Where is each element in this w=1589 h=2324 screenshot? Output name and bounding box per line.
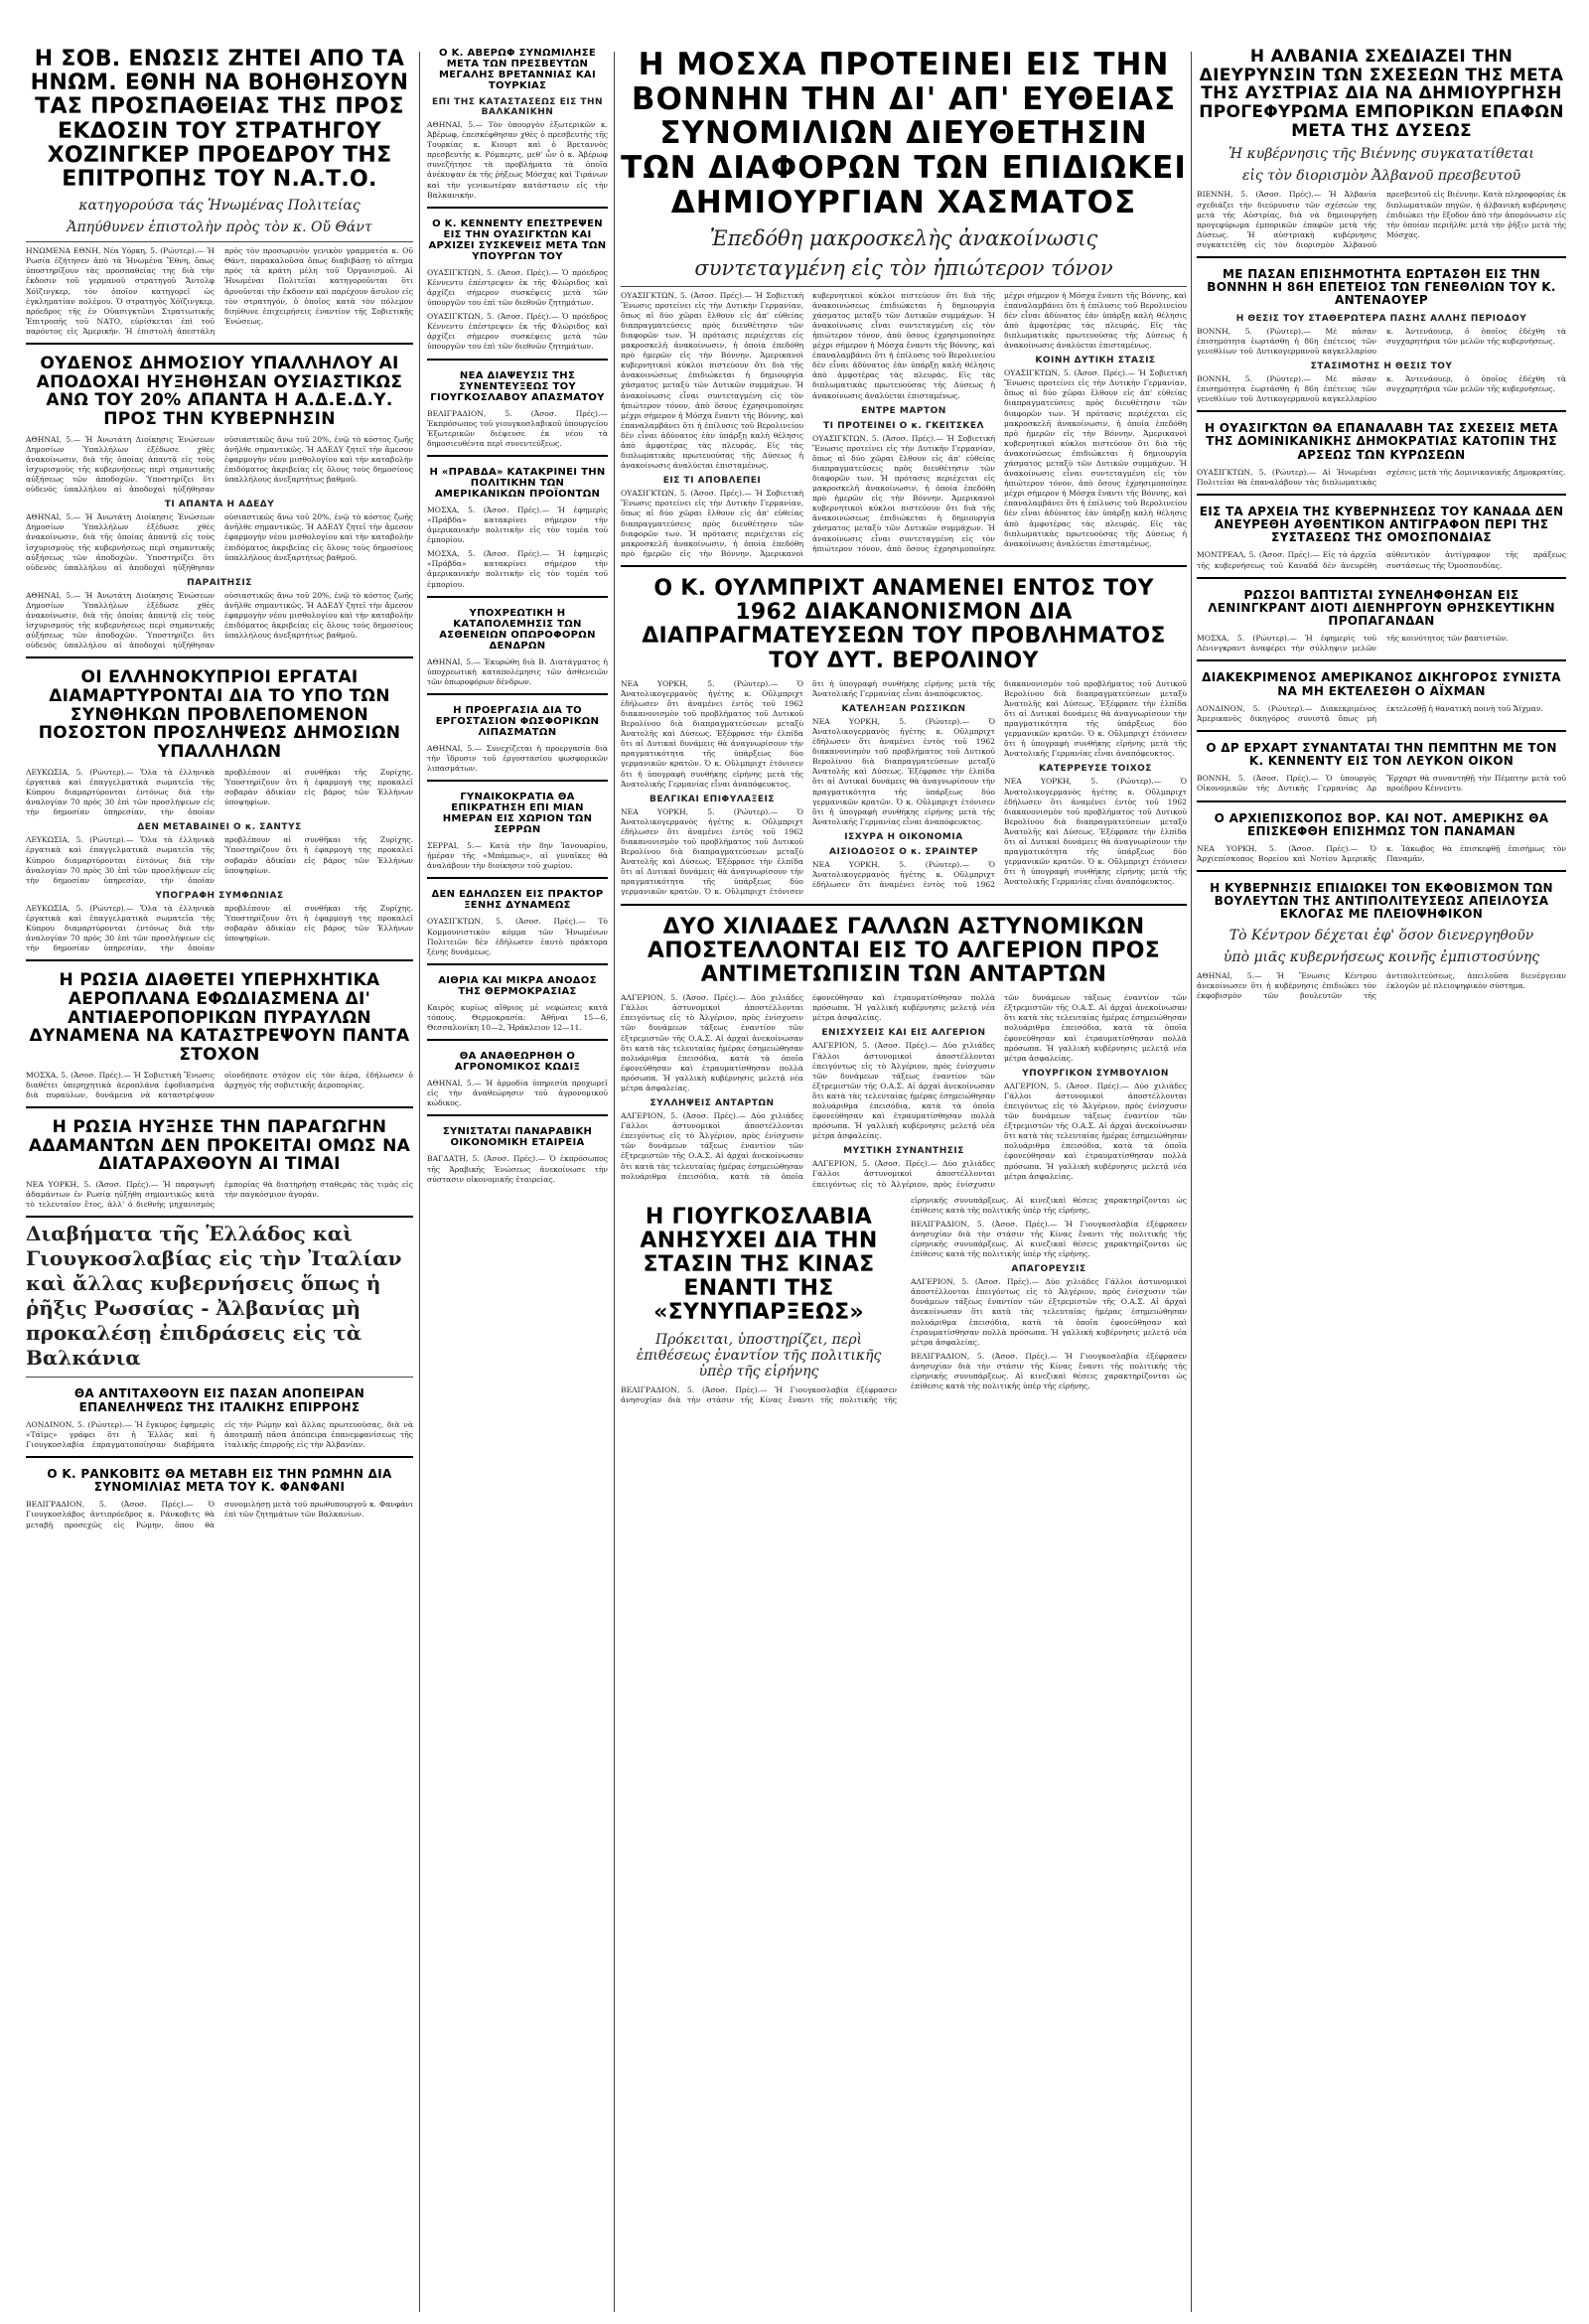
subheadline: Ἡ κυβέρνησις τῆς Βιέννης συγκατατίθεται xyxy=(1228,146,1534,163)
divider xyxy=(427,455,608,457)
divider xyxy=(621,904,1187,906)
article-serres xyxy=(427,792,608,871)
column-2 xyxy=(427,48,608,2316)
headline: ΥΠΟΧΡΕΩΤΙΚΗ Η ΚΑΤΑΠΟΛΕΜΗΣΙΣ ΤΩΝ ΑΣΘΕΝΕΙΩΝ ΟΠΩΡΟΦΟΡΩΝ ΔΕΝΔΡΩΝ xyxy=(439,607,596,652)
divider xyxy=(1197,577,1566,579)
divider xyxy=(26,1456,413,1458)
article-albania-austria xyxy=(1197,48,1566,250)
subheadline: κατηγορούσα τάς Ἡνωμένας Πολιτείας xyxy=(78,198,361,215)
article-body: ΟΥΑΣΙΓΚΤΩΝ, 5. (Ἀσοσ. Πρές).— Ἡ Σοβιετικὴ Ἕνωσις προτείνει εἰς τὴν Δυτικὴν Γερμανίαν, ὅπως αἱ δύο χῶραι ἔλθουν εἰς ἀπ' εὐθείας διαπραγματεύσεις πρὸς διευθέτησιν τῶν διαφορῶν των. Ἡ πρότασις περιέχεται εἰς μακροσκελῆ ἀνακοίνωσιν, ἡ ὁποία ἐπεδόθη πρὸ ἡμερῶν εἰς τὴν Βόννην. Ἀμερικανοὶ κυβερνητικοὶ κύκλοι πιστεύουν ὅτι διὰ τῆς ἀνακοινώσεως ἐπιδιώκεται ἡ δημιουργία χάσματος μεταξὺ τῶν Δυτικῶν συμμάχων. Ἡ ἀνακοίνωσις εἶναι συντεταγμένη εἰς τὸν ἠπιώτερον τόνον, ἀπὸ ὅσους ἐχρησιμοποίησε μέχρι σήμερον ἡ Μόσχα ἔναντι τῆς Βόννης, καὶ ἐπαναλαμβάνει ὅτι ἡ ἐπίλυσις τοῦ Βερολινείου δὲν εἶναι ἀδύνατος ἐὰν ὑπάρξῃ καλὴ θέλησις ἀπὸ ἀμφοτέρας τὰς πλευράς. Εἰς τὰς διπλωματικὰς πρωτευούσας τῆς Δύσεως ἡ ἀνακοίνωσις ἀναλύεται ἐπισταμένως. xyxy=(621,290,803,471)
article-adenauer xyxy=(1197,268,1566,404)
article-rankovic xyxy=(26,1468,413,1530)
article-yugoslav-denial xyxy=(427,370,608,449)
divider xyxy=(1197,494,1566,496)
article-soviet-un xyxy=(26,48,413,337)
article-body: ΝΕΑ ΥΟΡΚΗ, 5. (Ρώυτερ).— Ὁ Ἀνατολικογερμανὸς ἡγέτης κ. Οὔλμπριχτ ἐδήλωσεν ὅτι ἀναμένει ἐντὸς τοῦ 1962 διακανονισμὸν τοῦ προβλήματος τοῦ Δυτικοῦ Βερολίνου διὰ διαπραγματεύσεων μεταξὺ Ἀνατολῆς καὶ Δύσεως. Ἐξέφρασε τὴν ἐλπίδα ὅτι αἱ Δυτικαὶ δυνάμεις θὰ ἀναγνωρίσουν τὴν πραγματικότητα τῆς ὑπάρξεως δύο γερμανικῶν κρατῶν. Ὁ κ. Οὔλμπριχτ ἐτόνισεν ὅτι ἡ ὑπογραφὴ συνθήκης εἰρήνης μετὰ τῆς Ἀνατολικῆς Γερμανίας εἶναι ἀναπόφευκτος. xyxy=(1004,777,1187,887)
article-body: ΛΟΝΔΙΝΟΝ, 5. (Ρώυτερ).— Ἡ ἔγκυρος ἐφημερὶς «Τάϊμς» γράφει ὅτι ἡ Ἑλλὰς καὶ ἡ Γιουγκοσλαβία ἐπραγματοποίησαν διαβήματα εἰς τὴν Ρώμην καὶ ἄλλας πρωτευούσας, διὰ νὰ ἀποτραπῇ πᾶσα ἀπόπειρα ἐπανεμφανίσεως τῆς ἰταλικῆς ἐπιρροῆς εἰς τὴν Ἀλβανίαν. xyxy=(26,1419,413,1449)
divider xyxy=(427,207,608,209)
article-averof xyxy=(427,48,608,201)
divider xyxy=(427,359,608,361)
subheadline: Η ΘΕΣΙΣ ΤΟΥ ΣΤΑΘΕΡΩΤΕΡΑ ΠΑΣΗΣ ΑΛΛΗΣ ΠΕΡΙΟΔΟΥ xyxy=(1235,313,1527,324)
article-fruit-trees xyxy=(427,608,608,687)
headline: ΘΑ ΑΝΤΙΤΑΧΘΟΥΝ ΕΙΣ ΠΑΣΑΝ ΑΠΟΠΕΙΡΑΝ ΕΠΑΝΕΛΗΨΕΩΣ ΤΗΣ ΙΤΑΛΙΚΗΣ ΕΠΙΡΡΟΗΣ xyxy=(73,1386,365,1414)
section-subhead: ΕΙΣ ΤΙ ΑΠΟΒΛΕΠΕΙ xyxy=(662,476,762,487)
headline: ΔΥΟ ΧΙΛΙΑΔΕΣ ΓΑΛΛΩΝ ΑΣΤΥΝΟΜΙΚΩΝ ΑΠΟΣΤΕΛΛΟΝΤΑΙ ΕΙΣ ΤΟ ΑΛΓΕΡΙΟΝ ΠΡΟΣ ΑΝΤΙΜΕΤΩΠΙΣΙΝ ΤΩΝ ΑΝΤΑΡΤΩΝ xyxy=(647,914,1161,987)
article-body: ΒΙΕΝΝΗ, 5. (Ἀσοσ. Πρές).— Ἡ Ἀλβανία σχεδιάζει τὴν διεύρυνσιν τῶν σχέσεών της μετὰ τῆς Αὐστρίας, διὰ νὰ δημιουργήσῃ προγεφύρωμα ἐμπορικῶν ἐπαφῶν μετὰ τῆς Δύσεως. Ἡ αὐστριακὴ κυβέρνησις συγκατετέθη εἰς τὸν διορισμὸν Ἀλβανοῦ πρεσβευτοῦ εἰς Βιέννην. Κατὰ πληροφορίας ἐκ διπλωματικῶν πηγῶν, ἡ ἀλβανικὴ κυβέρνησις ἐπιδιώκει τὴν ἔξοδον ἀπὸ τὴν ἀπομόνωσιν εἰς τὴν ὁποίαν περιῆλθε μετὰ τὴν ῥῆξιν μετὰ τῆς Μόσχας. xyxy=(1197,190,1566,249)
subheadline: ΕΠΙ ΤΗΣ ΚΑΤΑΣΤΑΣΕΩΣ ΕΙΣ ΤΗΝ ΒΑΛΚΑΝΙΚΗΝ xyxy=(431,97,604,117)
column-rule xyxy=(419,52,420,2312)
article-body: ΟΥΑΣΙΓΚΤΩΝ, 5. (Ἀσοσ. Πρές).— Ἡ Σοβιετικὴ Ἕνωσις προτείνει εἰς τὴν Δυτικὴν Γερμανίαν, ὅπως αἱ δύο χῶραι ἔλθουν εἰς ἀπ' εὐθείας διαπραγματεύσεις πρὸς διευθέτησιν τῶν διαφορῶν των. Ἡ πρότασις περιέχεται εἰς μακροσκελῆ ἀνακοίνωσιν, ἡ ὁποία ἐπεδόθη πρὸ ἡμερῶν εἰς τὴν Βόννην. Ἀμερικανοὶ κυβερνητικοὶ κύκλοι πιστεύουν ὅτι διὰ τῆς ἀνακοινώσεως ἐπιδιώκεται ἡ δημιουργία χάσματος μεταξὺ τῶν Δυτικῶν συμμάχων. Ἡ ἀνακοίνωσις εἶναι συντεταγμένη εἰς τὸν ἠπιώτερον τόνον, ἀπὸ ὅσους ἐχρησιμοποίησε μέχρι σήμερον ἡ Μόσχα ἔναντι τῆς Βόννης, καὶ ἐπαναλαμβάνει ὅτι ἡ ἐπίλυσις τοῦ Βερολινείου δὲν εἶναι ἀδύνατος ἐὰν ὑπάρξῃ καλὴ θέλησις ἀπὸ ἀμφοτέρας τὰς πλευράς. Εἰς τὰς διπλωματικὰς πρωτευούσας τῆς Δύσεως ἡ ἀνακοίνωσις ἀναλύεται ἐπισταμένως. xyxy=(621,290,995,558)
divider xyxy=(1197,410,1566,412)
divider xyxy=(26,656,413,658)
subheadline: ὑπὸ μιᾶς κυβερνήσεως κοινῆς ἐμπιστοσύνης xyxy=(1223,948,1540,965)
article-body: ΗΝΩΜΕΝΑ ΕΘΝΗ, Νέα Υόρκη, 5. (Ρώυτερ).— Ἡ Ρωσία ἐζήτησεν ἀπὸ τὰ Ἡνωμένα Ἔθνη, ὅπως ὑποστηρίξουν τὰς προσπαθείας της διὰ τὴν ἔκδοσιν τοῦ γερμανοῦ στρατηγοῦ Ἄντολφ Χόϊζινγκερ, τὸν ὁποῖον κατηγορεῖ ὡς ἐγκληματίαν πολέμου. Ὁ στρατηγὸς Χόϊζινγκερ, πρόεδρος τῆς ἐν Οὐασιγκτῶνι Στρατιωτικῆς Ἐπιτροπῆς τοῦ ΝΑΤΟ, εὑρίσκεται ἐπὶ τοῦ παρόντος εἰς Ἀμερικήν. Ἡ ἐπιστολὴ ἀπεστάλη πρὸς τὸν προσωρινὸν γενικὸν γραμματέα κ. Οὔ Θάντ, παρακαλοῦσα ὅπως διαβιβάσῃ τὸ αἴτημα πρὸς τὰ κράτη μέλη τοῦ Ὀργανισμοῦ. Αἱ Ἡνωμέναι Πολιτεῖαι κατηγοροῦνται ὅτι ἀρνοῦνται τὴν ἔκδοσιν καὶ παρέχουν ἄσυλον εἰς τὸν στρατηγόν, ὁ ὁποῖος κατὰ τὸν πόλεμον διηύθυνε ἐπιχειρήσεις ἐναντίον τῆς Σοβιετικῆς Ἑνώσεως. xyxy=(26,246,413,336)
divider xyxy=(1197,800,1566,802)
article-balkans xyxy=(26,1222,413,1450)
headline: Ο Κ. ΑΒΕΡΩΦ ΣΥΝΩΜΙΛΗΣΕ ΜΕΤΑ ΤΩΝ ΠΡΕΣΒΕΥΤΩΝ ΜΕΓΑΛΗΣ ΒΡΕΤΑΝΝΙΑΣ ΚΑΙ ΤΟΥΡΚΙΑΣ xyxy=(438,48,596,91)
divider xyxy=(26,1216,413,1218)
article-baptists xyxy=(1197,589,1566,654)
article-body: ΒΟΝΝΗ, 5. (Ρώυτερ).— Μὲ πᾶσαν ἐπισημότητα ἑωρτάσθη ἡ 86η ἐπέτειος τῶν γενεθλίων τοῦ Δυτικογερμανοῦ καγκελλαρίου κ. Ἀντενάουερ, ὁ ὁποῖος ἐδέχθη τὰ συγχαρητήρια τῶν μελῶν τῆς κυβερνήσεως. xyxy=(1197,326,1566,356)
divider xyxy=(26,343,413,345)
article-cyprus-workers xyxy=(26,668,413,953)
article-body: ΝΕΑ ΥΟΡΚΗ, 5. (Ἀσοσ. Πρές).— Ἡ παραγωγὴ ἀδαμάντων ἐν Ρωσίᾳ ηὐξήθη σημαντικῶς κατὰ τὸ τελευταῖον ἔτος, ἀλλ' ὁ διεθνὴς μηχανισμὸς ἐμπορίας θὰ διατηρήσῃ σταθερὰς τὰς τιμὰς εἰς τὴν παγκόσμιον ἀγοράν. xyxy=(26,1180,413,1210)
headline: Ο Κ. ΚΕΝΝΕΝΤΥ ΕΠΕΣΤΡΕΨΕΝ ΕΙΣ ΤΗΝ ΟΥΑΣΙΓΚΤΩΝ ΚΑΙ ΑΡΧΙΖΕΙ ΣΥΣΚΕΨΕΙΣ ΜΕΤΑ ΤΩΝ ΥΠΟΥΡΓΩΝ ΤΟΥ xyxy=(428,218,607,262)
headline: ΝΕΑ ΔΙΑΨΕΥΣΙΣ ΤΗΣ ΣΥΝΕΝΤΕΥΞΕΩΣ ΤΟΥ ΓΙΟΥΓΚΟΣΛΑΒΟΥ ΑΠΑΣΜΑΤΟΥ xyxy=(430,369,605,403)
article-diamonds xyxy=(26,1118,413,1210)
article-body: ΝΕΑ ΥΟΡΚΗ, 5. (Ρώυτερ).— Ὁ Ἀνατολικογερμανὸς ἡγέτης κ. Οὔλμπριχτ ἐδήλωσεν ὅτι ἀναμένει ἐντὸς τοῦ 1962 διακανονισμὸν τοῦ προβλήματος τοῦ Δυτικοῦ Βερολίνου διὰ διαπραγματεύσεων μεταξὺ Ἀνατολῆς καὶ Δύσεως. Ἐξέφρασε τὴν ἐλπίδα ὅτι αἱ Δυτικαὶ δυνάμεις θὰ ἀναγνωρίσουν τὴν πραγματικότητα τῆς ὑπάρξεως δύο γερμανικῶν κρατῶν. Ὁ κ. Οὔλμπριχτ ἐτόνισεν ὅτι ἡ ὑπογραφὴ συνθήκης εἰρήνης μετὰ τῆς Ἀνατολικῆς Γερμανίας εἶναι ἀναπόφευκτος. xyxy=(812,716,995,826)
article-body: ΑΘΗΝΑΙ, 5.— Ἡ Ἀνωτάτη Διοίκησις Ἑνώσεων Δημοσίων Ὑπαλλήλων ἐξέδωσε χθὲς ἀνακοίνωσιν, διὰ τῆς ὁποίας ἀπαντᾷ εἰς τοὺς ἰσχυρισμοὺς τῆς κυβερνήσεως περὶ σημαντικῆς αὐξήσεως τῶν ἀποδοχῶν. Ὑποστηρίζει ὅτι οὐδενὸς ὑπαλλήλου αἱ ἀποδοχαὶ ηὐξήθησαν οὐσιαστικῶς ἄνω τοῦ 20%, ἐνῷ τὸ κόστος ζωῆς ἀνῆλθε σημαντικῶς. Ἡ ΑΔΕΔΥ ζητεῖ τὴν ἄμεσον ἐφαρμογὴν νέου μισθολογίου καὶ τὴν καταβολὴν ἐπιδόματος ἀκριβείας εἰς ὅλους τοὺς δημοσίους ὑπαλλήλους ἀνεξαρτήτως βαθμοῦ. xyxy=(26,512,413,572)
article-canada xyxy=(1197,506,1566,571)
article-body: ΝΕΑ ΥΟΡΚΗ, 5. (Ρώυτερ).— Ὁ Ἀνατολικογερμανὸς ἡγέτης κ. Οὔλμπριχτ ἐδήλωσεν ὅτι ἀναμένει ἐντὸς τοῦ 1962 διακανονισμὸν τοῦ προβλήματος τοῦ Δυτικοῦ Βερολίνου διὰ διαπραγματεύσεων μεταξὺ Ἀνατολῆς καὶ Δύσεως. Ἐξέφρασε τὴν ἐλπίδα ὅτι αἱ Δυτικαὶ δυνάμεις θὰ ἀναγνωρίσουν τὴν πραγματικότητα τῆς ὑπάρξεως δύο γερμανικῶν κρατῶν. Ὁ κ. Οὔλμπριχτ ἐτόνισεν ὅτι ἡ ὑπογραφὴ συνθήκης εἰρήνης μετὰ τῆς Ἀνατολικῆς Γερμανίας εἶναι ἀναπόφευκτος. xyxy=(812,678,1187,890)
article-pravda xyxy=(427,467,608,590)
divider xyxy=(26,959,413,961)
article-body: ΝΕΑ ΥΟΡΚΗ, 5. (Ρώυτερ).— Ὁ Ἀνατολικογερμανὸς ἡγέτης κ. Οὔλμπριχτ ἐδήλωσεν ὅτι ἀναμένει ἐντὸς τοῦ 1962 διακανονισμὸν τοῦ προβλήματος τοῦ Δυτικοῦ Βερολίνου διὰ διαπραγματεύσεων μεταξὺ Ἀνατολῆς καὶ Δύσεως. Ἐξέφρασε τὴν ἐλπίδα ὅτι αἱ Δυτικαὶ δυνάμεις θὰ ἀναγνωρίσουν τὴν πραγματικότητα τῆς ὑπάρξεως δύο γερμανικῶν κρατῶν. Ὁ κ. Οὔλμπριχτ ἐτόνισεν ὅτι ἡ ὑπογραφὴ συνθήκης εἰρήνης μετὰ τῆς Ἀνατολικῆς Γερμανίας εἶναι ἀναπόφευκτος. xyxy=(621,678,995,897)
column-rule xyxy=(614,52,615,2312)
subheadline: Τὸ Κέντρον δέχεται ἐφ' ὅσον διενεργηθοῦν xyxy=(1228,927,1534,944)
article-erhard xyxy=(1197,742,1566,795)
section-subhead: ΤΙ ΑΠΑΝΤΑ Η ΑΔΕΔΥ xyxy=(164,500,275,510)
section-subhead: ΕΝΙΣΧΥΣΕΙΣ ΚΑΙ ΕΙΣ ΑΛΓΕΡΙΟΝ xyxy=(821,1028,986,1039)
headline: Ο Κ. ΡΑΝΚΟΒΙΤΣ ΘΑ ΜΕΤΑΒΗ ΕΙΣ ΤΗΝ ΡΩΜΗΝ ΔΙΑ ΣΥΝΟΜΙΛΙΑΣ ΜΕΤΑ ΤΟΥ Κ. ΦΑΝΦΑΝΙ xyxy=(47,1466,392,1495)
headline: Η ΑΛΒΑΝΙΑ ΣΧΕΔΙΑΖΕΙ ΤΗΝ ΔΙΕΥΡΥΝΣΙΝ ΤΩΝ ΣΧΕΣΕΩΝ ΤΗΣ ΜΕΤΑ ΤΗΣ ΑΥΣΤΡΙΑΣ ΔΙΑ ΝΑ ΔΗΜΙΟΥΡΓΗΣΗ ΠΡΟΓΕΦΥΡΩΜΑ ΕΜΠΟΡΙΚΩΝ ΕΠΑΦΩΝ ΜΕΤΑ ΤΗΣ ΔΥΣΕΩΣ xyxy=(1199,48,1564,141)
divider xyxy=(1197,870,1566,872)
article-body: ΟΥΑΣΙΓΚΤΩΝ, 5. (Ἀσοσ. Πρές).— Ἡ Σοβιετικὴ Ἕνωσις προτείνει εἰς τὴν Δυτικὴν Γερμανίαν, ὅπως αἱ δύο χῶραι ἔλθουν εἰς ἀπ' εὐθείας διαπραγματεύσεις πρὸς διευθέτησιν τῶν διαφορῶν των. Ἡ πρότασις περιέχεται εἰς μακροσκελῆ ἀνακοίνωσιν, ἡ ὁποία ἐπεδόθη πρὸ ἡμερῶν εἰς τὴν Βόννην. Ἀμερικανοὶ κυβερνητικοὶ κύκλοι πιστεύουν ὅτι διὰ τῆς ἀνακοινώσεως ἐπιδιώκεται ἡ δημιουργία χάσματος μεταξὺ τῶν Δυτικῶν συμμάχων. Ἡ ἀνακοίνωσις εἶναι συντεταγμένη εἰς τὸν ἠπιώτερον τόνον, ἀπὸ ὅσους ἐχρησιμοποίησε μέχρι σήμερον ἡ Μόσχα ἔναντι τῆς Βόννης, καὶ ἐπαναλαμβάνει ὅτι ἡ ἐπίλυσις τοῦ Βερολινείου δὲν εἶναι ἀδύνατος ἐὰν ὑπάρξῃ καλὴ θέλησις ἀπὸ ἀμφοτέρας τὰς πλευράς. Εἰς τὰς διπλωματικὰς πρωτευούσας τῆς Δύσεως ἡ ἀνακοίνωσις ἀναλύεται ἐπισταμένως. xyxy=(812,290,1187,553)
section-subhead: ΠΑΡΑΙΤΗΣΙΣ xyxy=(187,577,252,588)
divider xyxy=(427,596,608,598)
article-body: ΛΟΝΔΙΝΟΝ, 5. (Ρώυτερ).— Διακεκριμένος Ἀμερικανὸς δικηγόρος συνιστᾷ ὅπως μὴ ἐκτελεσθῇ ἡ θανατικὴ ποινὴ τοῦ Ἄϊχμαν. xyxy=(1197,703,1543,723)
article-body: ΝΕΑ ΥΟΡΚΗ, 5. (Ἀσοσ. Πρές).— Ὁ Ἀρχιεπίσκοπος Βορείου καὶ Νοτίου Ἀμερικῆς κ. Ἰάκωβος θὰ ἐπισκεφθῇ ἐπισήμως τὸν Παναμᾶν. xyxy=(1197,843,1566,863)
headline: ΔΕΝ ΕΔΗΛΩΣΕΝ ΕΙΣ ΠΡΑΚΤΟΡ ΞΕΝΗΣ ΔΥΝΑΜΕΩΣ xyxy=(431,889,604,912)
divider xyxy=(427,1114,608,1116)
article-body: ΜΟΝΤΡΕΑΛ, 5. (Ἀσοσ. Πρές).— Εἰς τὰ ἀρχεῖα τῆς κυβερνήσεως τοῦ Καναδᾶ δὲν ἀνευρέθη αὐθεντικὸν ἀντίγραφον τῆς πράξεως συστάσεως τῆς Ὁμοσπονδίας. xyxy=(1197,550,1566,570)
headline: ΣΥΝΙΣΤΑΤΑΙ ΠΑΝΑΡΑΒΙΚΗ ΟΙΚΟΝΟΜΙΚΗ ΕΤΑΙΡΕΙΑ xyxy=(442,1126,593,1149)
section-subhead: ΙΣΧΥΡΑ Η ΟΙΚΟΝΟΜΙΑ xyxy=(844,831,963,842)
headline: Η ΣΟΒ. ΕΝΩΣΙΣ ΖΗΤΕΙ ΑΠΟ ΤΑ ΗΝΩΜ. ΕΘΝΗ ΝΑ ΒΟΗΘΗΣΟΥΝ ΤΑΣ ΠΡΟΣΠΑΘΕΙΑΣ ΤΗΣ ΠΡΟΣ ΕΚΔΟΣΙΝ ΤΟΥ ΣΤΡΑΤΗΓΟΥ ΧΟΖΙΝΓΚΕΡ ΠΡΟΕΔΡΟΥ ΤΗΣ ΕΠΙΤΡΟΠΗΣ ΤΟΥ Ν.Α.Τ.Ο. xyxy=(30,48,409,192)
headline: Η ΟΥΑΣΙΓΚΤΩΝ ΘΑ ΕΠΑΝΑΛΑΒΗ ΤΑΣ ΣΧΕΣΕΙΣ ΜΕΤΑ ΤΗΣ ΔΟΜΙΝΙΚΑΝΙΚΗΣ ΔΗΜΟΚΡΑΤΙΑΣ ΚΑΤΟΠΙΝ ΤΗΣ ΑΡΣΕΩΣ ΤΩΝ ΚΥΡΩΣΕΩΝ xyxy=(1204,421,1559,462)
headline: Ο ΔΡ ΕΡΧΑΡΤ ΣΥΝΑΝΤΑΤΑΙ ΤΗΝ ΠΕΜΠΤΗΝ ΜΕ ΤΟΝ Κ. ΚΕΝΝΕΝΤΥ ΕΙΣ ΤΟΝ ΛΕΥΚΟΝ ΟΙΚΟΝ xyxy=(1206,740,1557,769)
article-body: ΑΛΓΕΡΙΟΝ, 5. (Ἀσοσ. Πρές).— Δύο χιλιάδες Γάλλοι ἀστυνομικοὶ ἀποστέλλονται ἐπειγόντως εἰς τὸ Ἀλγέριον, πρὸς ἐνίσχυσιν τῶν δυνάμεων τάξεως ἐναντίον τῶν ἐξτρεμιστῶν τῆς Ο.Α.Σ. Αἱ ἀρχαὶ ἀνεκοίνωσαν ὅτι κατὰ τὰς τελευταίας ἡμέρας ἐσημειώθησαν πολυάριθμα ἐπεισόδια, κατὰ τὰ ὁποῖα ἐφονεύθησαν καὶ ἐτραυματίσθησαν πολλὰ πρόσωπα. Ἡ γαλλικὴ κυβέρνησις μελετᾷ νέα μέτρα ἀσφαλείας. xyxy=(911,1277,1187,1347)
article-algeria-police xyxy=(621,916,1187,1190)
article-body: ΛΕΥΚΩΣΙΑ, 5. (Ρώυτερ).— Ὅλα τὰ ἑλληνικὰ ἐργατικὰ καὶ ἐπαγγελματικὰ σωματεῖα τῆς Κύπρου διαμαρτύρονται ἐντόνως διὰ τὴν ἀναλογίαν 70 πρὸς 30 ἐπὶ τῶν προσλήψεων εἰς τὴν δημοσίαν ὑπηρεσίαν, τὴν ὁποίαν προβλέπουν αἱ συνθῆκαι τῆς Ζυρίχης. Ὑποστηρίζουν ὅτι ἡ ἐφαρμογὴ της προκαλεῖ σοβαρὰν ἀδικίαν εἰς βάρος τῶν Ἑλλήνων ὑποψηφίων. xyxy=(26,767,413,817)
article-moscow-bonn xyxy=(621,48,1187,559)
headline: ΡΩΣΣΟΙ ΒΑΠΤΙΣΤΑΙ ΣΥΝΕΛΗΦΘΗΣΑΝ ΕΙΣ ΛΕΝΙΝΓΚΡΑΝΤ ΔΙΟΤΙ ΔΙΕΝΗΡΓΟΥΝ ΘΡΗΣΚΕΥΤΙΚΗΝ ΠΡΟΠΑΓΑΝΔΑΝ xyxy=(1208,587,1555,628)
article-body: ΜΟΣΧΑ, 5. (Ἀσοσ. Πρές).— Ἡ ἐφημερὶς «Πράβδα» κατακρίνει σήμερον τὴν ἀμερικανικὴν πολιτικὴν εἰς τὸν τομέα τοῦ ἐμπορίου. xyxy=(427,505,608,545)
divider xyxy=(427,780,608,782)
section-subhead: ΚΟΙΝΗ ΔΥΤΙΚΗ ΣΤΑΣΙΣ xyxy=(1035,356,1156,366)
divider xyxy=(621,565,1187,567)
article-body: ΟΥΑΣΙΓΚΤΩΝ, 5. (Ἀσοσ. Πρές).— Τὸ Κομμουνιστικὸν κόμμα τῶν Ἡνωμένων Πολιτειῶν δὲν ἐδήλωσεν ἑαυτὸ πράκτορα ξένης δυνάμεως. xyxy=(427,917,608,956)
article-agent xyxy=(427,889,608,956)
article-body: ΛΕΥΚΩΣΙΑ, 5. (Ρώυτερ).— Ὅλα τὰ ἑλληνικὰ ἐργατικὰ καὶ ἐπαγγελματικὰ σωματεῖα τῆς Κύπρου διαμαρτύρονται ἐντόνως διὰ τὴν ἀναλογίαν 70 πρὸς 30 ἐπὶ τῶν προσλήψεων εἰς τὴν δημοσίαν ὑπηρεσίαν, τὴν ὁποίαν προβλέπουν αἱ συνθῆκαι τῆς Ζυρίχης. Ὑποστηρίζουν ὅτι ἡ ἐφαρμογὴ της προκαλεῖ σοβαρὰν ἀδικίαν εἰς βάρος τῶν Ἑλλήνων ὑποψηφίων. xyxy=(26,835,413,885)
headline: Η «ΠΡΑΒΔΑ» ΚΑΤΑΚΡΙΝΕΙ ΤΗΝ ΠΟΛΙΤΙΚΗΝ ΤΩΝ ΑΜΕΡΙΚΑΝΙΚΩΝ ΠΡΟΪΟΝΤΩΝ xyxy=(429,466,606,500)
article-body: ΟΥΑΣΙΓΚΤΩΝ, 5. (Ἀσοσ. Πρές).— Ὁ πρόεδρος Κέννεντυ ἐπέστρεψεν ἐκ τῆς Φλώριδος καὶ ἀρχίζει σήμερον συσκέψεις μετὰ τῶν ὑπουργῶν του ἐπὶ τῶν διεθνῶν ζητημάτων. xyxy=(427,267,608,308)
subheadline: Ἐπεδόθη μακροσκελὴς ἀνακοίνωσις xyxy=(709,225,1098,250)
headline: Η ΡΩΣΙΑ ΗΥΞΗΣΕ ΤΗΝ ΠΑΡΑΓΩΓΗΝ ΑΔΑΜΑΝΤΩΝ ΔΕΝ ΠΡΟΚΕΙΤΑΙ ΟΜΩΣ ΝΑ ΔΙΑΤΑΡΑΧΘΟΥΝ ΑΙ ΤΙΜΑΙ xyxy=(28,1116,411,1175)
divider xyxy=(427,1039,608,1041)
article-kennedy-return xyxy=(427,218,608,353)
divider xyxy=(1197,730,1566,732)
article-body: ΑΛΓΕΡΙΟΝ, 5. (Ἀσοσ. Πρές).— Δύο χιλιάδες Γάλλοι ἀστυνομικοὶ ἀποστέλλονται ἐπειγόντως εἰς τὸ Ἀλγέριον, πρὸς ἐνίσχυσιν τῶν δυνάμεων τάξεως ἐναντίον τῶν ἐξτρεμιστῶν τῆς Ο.Α.Σ. Αἱ ἀρχαὶ ἀνεκοίνωσαν ὅτι κατὰ τὰς τελευταίας ἡμέρας ἐσημειώθησαν πολυάριθμα ἐπεισόδια, κατὰ τὰ ὁποῖα ἐφονεύθησαν καὶ ἐτραυματίσθησαν πολλὰ πρόσωπα. Ἡ γαλλικὴ κυβέρνησις μελετᾷ νέα μέτρα ἀσφαλείας. xyxy=(1004,1081,1187,1181)
article-body: ΒΕΛΙΓΡΑΔΙΟΝ, 5. (Ἀσοσ. Πρές).— Ἐκπρόσωπος τοῦ γιουγκοσλαβικοῦ ὑπουργείου Ἐξωτερικῶν διέψευσε ἐκ νέου τὰ δημοσιευθέντα περὶ συνεντεύξεως. xyxy=(427,408,608,448)
headline: ΘΑ ΑΝΑΘΕΩΡΗΘΗ Ο ΑΓΡΟΝΟΜΙΚΟΣ ΚΩΔΙΞ xyxy=(454,1051,581,1074)
headline: ΜΕ ΠΑΣΑΝ ΕΠΙΣΗΜΟΤΗΤΑ ΕΩΡΤΑΣΘΗ ΕΙΣ ΤΗΝ ΒΟΝΝΗΝ Η 86Η ΕΠΕΤΕΙΟΣ ΤΩΝ ΓΕΝΕΘΛΙΩΝ ΤΟΥ Κ. ΑΝΤΕΝΑΟΥΕΡ xyxy=(1207,267,1556,308)
article-body: ΑΛΓΕΡΙΟΝ, 5. (Ἀσοσ. Πρές).— Δύο χιλιάδες Γάλλοι ἀστυνομικοὶ ἀποστέλλονται ἐπειγόντως εἰς τὸ Ἀλγέριον, πρὸς ἐνίσχυσιν τῶν δυνάμεων τάξεως ἐναντίον τῶν ἐξτρεμιστῶν τῆς Ο.Α.Σ. Αἱ ἀρχαὶ ἀνεκοίνωσαν ὅτι κατὰ τὰς τελευταίας ἡμέρας ἐσημειώθησαν πολυάριθμα ἐπεισόδια, κατὰ τὰ ὁποῖα ἐφονεύθησαν καὶ ἐτραυματίσθησαν πολλὰ πρόσωπα. Ἡ γαλλικὴ κυβέρνησις μελετᾷ νέα μέτρα ἀσφαλείας. xyxy=(621,993,803,1092)
article-columns xyxy=(621,993,1187,1190)
subheadline: Ἀπηύθυνεν ἐπιστολὴν πρὸς τὸν κ. Οὔ Θάντ xyxy=(67,219,372,236)
divider xyxy=(427,877,608,879)
article-body: ΒΕΛΙΓΡΑΔΙΟΝ, 5. (Ἀσοσ. Πρές).— Ἡ Γιουγκοσλαβία ἐξέφρασεν ἀνησυχίαν διὰ τὴν στάσιν τῆς Κίνας ἔναντι τῆς πολιτικῆς τῆς εἰρηνικῆς συνυπάρξεως. Αἱ κινεζικαὶ θέσεις χαρακτηρίζονται ὡς ἐπίθεσις κατὰ τῆς πολιτικῆς ὑπὲρ τῆς εἰρήνης. xyxy=(621,1195,1187,1404)
headline: Η ΚΥΒΕΡΝΗΣΙΣ ΕΠΙΔΙΩΚΕΙ ΤΟΝ ΕΚΦΟΒΙΣΜΟΝ ΤΩΝ ΒΟΥΛΕΥΤΩΝ ΤΗΣ ΑΝΤΙΠΟΛΙΤΕΥΣΕΩΣ ΑΠΕΙΛΟΥΣΑ ΕΚΛΟΓΑΣ ΜΕ ΠΛΕΙΟΨΗΦΙΚΟΝ xyxy=(1210,881,1553,922)
headline: Διαβήματα τῆς Ἑλλάδος καὶ Γιουγκοσλαβίας εἰς τὴν Ἰταλίαν καὶ ἄλλας κυβερνήσεις ὅπως ἡ ῥῆξις Ρωσσίας - Ἀλβανίας μὴ προκαλέσῃ ἐπιδράσεις εἰς τὰ Βαλκάνια xyxy=(26,1222,402,1371)
section-subhead: ΚΑΤΕΡΡΕΥΣΕ ΤΟΙΧΟΣ xyxy=(1039,764,1152,775)
article-archbishop xyxy=(1197,812,1566,865)
article-eichmann xyxy=(1197,671,1566,724)
article-body: ΟΥΑΣΙΓΚΤΩΝ, 5. (Ἀσοσ. Πρές).— Ὁ πρόεδρος Κέννεντυ ἐπέστρεψεν ἐκ τῆς Φλώριδος καὶ ἀρχίζει σήμερον συσκέψεις μετὰ τῶν ὑπουργῶν του ἐπὶ τῶν διεθνῶν ζητημάτων. xyxy=(427,312,608,352)
article-body: ΣΕΡΡΑΙ, 5.— Κατὰ τὴν 8ην Ἰανουαρίου, ἡμέραν τῆς «Μπάμπως», αἱ γυναῖκες θὰ ἀναλάβουν τὴν διοίκησιν τοῦ χωρίου. xyxy=(427,841,608,871)
article-government-elections xyxy=(1197,882,1566,1001)
headline: ΔΙΑΚΕΚΡΙΜΕΝΟΣ ΑΜΕΡΙΚΑΝΟΣ ΔΙΚΗΓΟΡΟΣ ΣΥΝΙΣΤΑ ΝΑ ΜΗ ΕΚΤΕΛΕΣΘΗ Ο ΑΪΧΜΑΝ xyxy=(1202,670,1561,698)
article-body: ΛΕΥΚΩΣΙΑ, 5. (Ρώυτερ).— Ὅλα τὰ ἑλληνικὰ ἐργατικὰ καὶ ἐπαγγελματικὰ σωματεῖα τῆς Κύπρου διαμαρτύρονται ἐντόνως διὰ τὴν ἀναλογίαν 70 πρὸς 30 ἐπὶ τῶν προσλήψεων εἰς τὴν δημοσίαν ὑπηρεσίαν, τὴν ὁποίαν προβλέπουν αἱ συνθῆκαι τῆς Ζυρίχης. Ὑποστηρίζουν ὅτι ἡ ἐφαρμογὴ της προκαλεῖ σοβαρὰν ἀδικίαν εἰς βάρος τῶν Ἑλλήνων ὑποψηφίων. xyxy=(26,903,413,953)
section-subhead: ΥΠΟΓΡΑΦΗ ΣΥΜΦΩΝΙΑΣ xyxy=(155,890,284,901)
article-body: Καιρὸς κυρίως αἴθριος μὲ νεφώσεις κατὰ τόπους. Θερμοκρασία: Ἀθῆναι 15—6, Θεσσαλονίκη 10—2, Ἡράκλειον 12—11. xyxy=(427,1002,608,1033)
column-rule xyxy=(1191,52,1192,2312)
article-body: ΑΛΓΕΡΙΟΝ, 5. (Ἀσοσ. Πρές).— Δύο χιλιάδες Γάλλοι ἀστυνομικοὶ ἀποστέλλονται ἐπειγόντως εἰς τὸ Ἀλγέριον, πρὸς ἐνίσχυσιν τῶν δυνάμεων τάξεως ἐναντίον τῶν ἐξτρεμιστῶν τῆς Ο.Α.Σ. Αἱ ἀρχαὶ ἀνεκοίνωσαν ὅτι κατὰ τὰς τελευταίας ἡμέρας ἐσημειώθησαν πολυάριθμα ἐπεισόδια, κατὰ τὰ ὁποῖα ἐφονεύθησαν καὶ ἐτραυματίσθησαν πολλὰ πρόσωπα. Ἡ γαλλικὴ κυβέρνησις μελετᾷ νέα μέτρα ἀσφαλείας. xyxy=(812,993,1187,1189)
divider xyxy=(26,1106,413,1108)
section-subhead: ΚΑΤΕΛΗΞΑΝ ΡΩΣΣΙΚΩΝ xyxy=(841,703,966,714)
article-code xyxy=(427,1051,608,1108)
section-subhead: ΣΥΛΛΗΨΕΙΣ ΑΝΤΑΡΤΩΝ xyxy=(650,1098,775,1109)
section-subhead: ΒΕΛΓΙΚΑΙ ΕΠΙΦΥΛΑΞΕΙΣ xyxy=(650,794,775,804)
article-weather xyxy=(427,975,608,1033)
article-body: ΑΘΗΝΑΙ, 5.— Ἐκυρώθη διὰ Β. Διατάγματος ἡ ὑποχρεωτικὴ καταπολέμησις τῶν ἀσθενειῶν τῶν ὀπωροφόρων δένδρων. xyxy=(427,656,608,686)
section-subhead: ΔΕΝ ΜΕΤΑΒΑΙΝΕΙ Ο κ. ΣΑΝΤΥΣ xyxy=(137,822,302,833)
divider xyxy=(1197,659,1566,661)
article-ban xyxy=(911,1264,1187,1391)
divider xyxy=(1197,256,1566,258)
bottom-row xyxy=(621,1196,1187,1405)
headline: ΑΙΘΡΙΑ ΚΑΙ ΜΙΚΡΑ ΑΝΟΔΟΣ ΤΗΣ ΘΕΡΜΟΚΡΑΣΙΑΣ xyxy=(438,974,597,997)
divider xyxy=(26,1377,413,1378)
article-body: ΒΕΛΙΓΡΑΔΙΟΝ, 5. (Ἀσοσ. Πρές).— Ὁ Γιουγκοσλάβος ἀντιπρόεδρος κ. Ράνκοβιτς θὰ μεταβῇ προσεχῶς εἰς Ρώμην, ὅπου θὰ συνομιλήσῃ μετὰ τοῦ πρωθυπουργοῦ κ. Φανφάνι ἐπὶ τῶν ζητημάτων τῶν Βαλκανίων. xyxy=(26,1500,413,1529)
article-body: ΒΕΛΙΓΡΑΔΙΟΝ, 5. (Ἀσοσ. Πρές).— Ἡ Γιουγκοσλαβία ἐξέφρασεν ἀνησυχίαν διὰ τὴν στάσιν τῆς Κίνας ἔναντι τῆς πολιτικῆς τῆς εἰρηνικῆς συνυπάρξεως. Αἱ κινεζικαὶ θέσεις χαρακτηρίζονται ὡς ἐπίθεσις κατὰ τῆς πολιτικῆς ὑπὲρ τῆς εἰρήνης. xyxy=(911,1219,1187,1259)
section-subhead: ΑΙΣΙΟΔΟΞΟΣ Ο κ. ΣΡΑΙΝΤΕΡ xyxy=(829,846,978,857)
headline: Ο ΑΡΧΙΕΠΙΣΚΟΠΟΣ ΒΟΡ. ΚΑΙ ΝΟΤ. ΑΜΕΡΙΚΗΣ ΘΑ ΕΠΙΣΚΕΦΘΗ ΕΠΙΣΗΜΩΣ ΤΟΝ ΠΑΝΑΜΑΝ xyxy=(1214,810,1549,838)
divider xyxy=(621,286,1187,287)
article-body: ΒΑΓΔΑΤΗ, 5. (Ἀσοσ. Πρές).— Ὁ ἐκπρόσωπος τῆς Ἀραβικῆς Ἑνώσεως ἀνεκοίνωσε τὴν σύστασιν οἰκονομικῆς ἑταιρείας. xyxy=(427,1154,608,1184)
headline: ΟΙ ΕΛΛΗΝΟΚΥΠΡΙΟΙ ΕΡΓΑΤΑΙ ΔΙΑΜΑΡΤΥΡΟΝΤΑΙ ΔΙΑ ΤΟ ΥΠΟ ΤΩΝ ΣΥΝΘΗΚΩΝ ΠΡΟΒΛΕΠΟΜΕΝΟΝ ΠΟΣΟΣΤΟΝ ΠΡΟΣΛΗΨΕΩΣ ΔΗΜΟΣΙΩΝ ΥΠΑΛΛΗΛΩΝ xyxy=(38,667,401,763)
article-body: ΒΟΝΝΗ, 5. (Ἀσοσ. Πρές).— Ὁ ὑπουργὸς Οἰκονομικῶν τῆς Δυτικῆς Γερμανίας Δρ Ἔρχαρτ θὰ συναντηθῇ τὴν Πέμπτην μετὰ τοῦ προέδρου Κέννεντυ. xyxy=(1197,774,1566,794)
article-columns xyxy=(621,291,1187,559)
column-3 xyxy=(621,48,1187,2316)
article-body: ΑΛΓΕΡΙΟΝ, 5. (Ἀσοσ. Πρές).— Δύο χιλιάδες Γάλλοι ἀστυνομικοὶ ἀποστέλλονται ἐπειγόντως εἰς τὸ Ἀλγέριον, πρὸς ἐνίσχυσιν τῶν δυνάμεων τάξεως ἐναντίον τῶν ἐξτρεμιστῶν τῆς Ο.Α.Σ. Αἱ ἀρχαὶ ἀνεκοίνωσαν ὅτι κατὰ τὰς τελευταίας ἡμέρας ἐσημειώθησαν πολυάριθμα ἐπεισόδια, κατὰ τὰ ὁποῖα ἐφονεύθησαν καὶ ἐτραυματίσθησαν πολλὰ πρόσωπα. Ἡ γαλλικὴ κυβέρνησις μελετᾷ νέα μέτρα ἀσφαλείας. xyxy=(812,1041,995,1141)
divider xyxy=(26,241,413,242)
divider xyxy=(427,963,608,965)
headline: ΓΥΝΑΙΚΟΚΡΑΤΙΑ ΘΑ ΕΠΙΚΡΑΤΗΣΗ ΕΠΙ ΜΙΑΝ ΗΜΕΡΑΝ ΕΙΣ ΧΩΡΙΟΝ ΤΩΝ ΣΕΡΡΩΝ xyxy=(442,792,593,836)
article-body: ΑΘΗΝΑΙ, 5.— Ἡ Ἕνωσις Κέντρου ἀνεκοίνωσεν ὅτι ἡ κυβέρνησις ἐπιδιώκει τὸν ἐκφοβισμὸν τῶν βουλευτῶν τῆς ἀντιπολιτεύσεως, ἀπειλοῦσα διενέργειαν ἐκλογῶν μὲ πλειοψηφικὸν σύστημα. xyxy=(1197,970,1566,1000)
column-4 xyxy=(1197,48,1566,2316)
subheadline: συντεταγμένη εἰς τὸν ἠπιώτερον τόνον xyxy=(694,255,1113,280)
article-body: ΑΛΓΕΡΙΟΝ, 5. (Ἀσοσ. Πρές).— Δύο χιλιάδες Γάλλοι ἀστυνομικοὶ ἀποστέλλονται ἐπειγόντως εἰς τὸ Ἀλγέριον, πρὸς ἐνίσχυσιν τῶν δυνάμεων τάξεως ἐναντίον τῶν ἐξτρεμιστῶν τῆς Ο.Α.Σ. Αἱ ἀρχαὶ ἀνεκοίνωσαν ὅτι κατὰ τὰς τελευταίας ἡμέρας ἐσημειώθησαν πολυάριθμα ἐπεισόδια, κατὰ τὰ ὁποῖα ἐφονεύθησαν καὶ ἐτραυματίσθησαν πολλὰ πρόσωπα. Ἡ γαλλικὴ κυβέρνησις μελετᾷ νέα μέτρα ἀσφαλείας. xyxy=(621,993,995,1181)
headline: Ο Κ. ΟΥΛΜΠΡΙΧΤ ΑΝΑΜΕΝΕΙ ΕΝΤΟΣ ΤΟΥ 1962 ΔΙΑΚΑΝΟΝΙΣΜΟΝ ΔΙΑ ΔΙΑΠΡΑΓΜΑΤΕΥΣΕΩΝ ΤΟΥ ΠΡΟΒΛΗΜΑΤΟΣ ΤΟΥ ΔΥΤ. ΒΕΡΟΛΙΝΟΥ xyxy=(642,575,1166,673)
section-subhead: ΤΙ ΠΡΟΤΕΙΝΕΙ Ο κ. ΓΚΕΙΤΣΚΕΛ xyxy=(822,420,984,431)
article-body: ΒΕΛΙΓΡΑΔΙΟΝ, 5. (Ἀσοσ. Πρές).— Ἡ Γιουγκοσλαβία ἐξέφρασεν ἀνησυχίαν διὰ τὴν στάσιν τῆς Κίνας ἔναντι τῆς πολιτικῆς τῆς εἰρηνικῆς συνυπάρξεως. Αἱ κινεζικαὶ θέσεις χαρακτηρίζονται ὡς ἐπίθεσις κατὰ τῆς πολιτικῆς ὑπὲρ τῆς εἰρήνης. xyxy=(911,1351,1187,1391)
headline: Η ΓΙΟΥΓΚΟΣΛΑΒΙΑ ΑΝΗΣΥΧΕΙ ΔΙΑ ΤΗΝ ΣΤΑΣΙΝ ΤΗΣ ΚΙΝΑΣ ΕΝΑΝΤΙ ΤΗΣ «ΣΥΝΥΠΑΡΞΕΩΣ» xyxy=(640,1204,878,1326)
article-arab-company xyxy=(427,1126,608,1184)
headline: Η ΠΡΟΕΡΓΑΣΙΑ ΔΙΑ ΤΟ ΕΡΓΟΣΤΑΣΙΟΝ ΦΩΣΦΟΡΙΚΩΝ ΛΙΠΑΣΜΑΤΩΝ xyxy=(435,704,600,738)
article-body: ΟΥΑΣΙΓΚΤΩΝ, 5. (Ρώυτερ).— Αἱ Ἡνωμέναι Πολιτεῖαι θὰ ἐπαναλάβουν τὰς διπλωματικὰς σχέσεις μετὰ τῆς Δομινικανικῆς Δημοκρατίας. xyxy=(1197,467,1566,487)
article-body: ΑΘΗΝΑΙ, 5.— Τὸν ὑπουργὸν ἐξωτερικῶν κ. Ἀβέρωφ, ἐπεσκέφθησαν χθὲς ὁ πρεσβευτὴς τῆς Τουρκίας κ. Κιουρτ καὶ ὁ Βρεταννὸς πρεσβευτὴς κ. Ρόμπερτς, μεθ' ὧν ὁ κ. Ἀβέρωφ συνεζήτησε τὰ προβλήματα τὰ ὁποῖα ἀνέκυψαν ἐκ τῆς ῥήξεως Μόσχας καὶ Τιράνων καὶ τὴν γενικωτέραν κατάστασιν εἰς τὴν Βαλκανικήν. xyxy=(427,120,608,200)
article-dominican xyxy=(1197,422,1566,488)
section-subhead: ΣΤΑΣΙΜΟΤΗΣ Η ΘΕΣΙΣ ΤΟΥ xyxy=(1310,361,1453,371)
article-body: ΟΥΑΣΙΓΚΤΩΝ, 5. (Ἀσοσ. Πρές).— Ἡ Σοβιετικὴ Ἕνωσις προτείνει εἰς τὴν Δυτικὴν Γερμανίαν, ὅπως αἱ δύο χῶραι ἔλθουν εἰς ἀπ' εὐθείας διαπραγματεύσεις πρὸς διευθέτησιν τῶν διαφορῶν των. Ἡ πρότασις περιέχεται εἰς μακροσκελῆ ἀνακοίνωσιν, ἡ ὁποία ἐπεδόθη πρὸ ἡμερῶν εἰς τὴν Βόννην. Ἀμερικανοὶ κυβερνητικοὶ κύκλοι πιστεύουν ὅτι διὰ τῆς ἀνακοινώσεως ἐπιδιώκεται ἡ δημιουργία χάσματος μεταξὺ τῶν Δυτικῶν συμμάχων. Ἡ ἀνακοίνωσις εἶναι συντεταγμένη εἰς τὸν ἠπιώτερον τόνον, ἀπὸ ὅσους ἐχρησιμοποίησε μέχρι σήμερον ἡ Μόσχα ἔναντι τῆς Βόννης, καὶ ἐπαναλαμβάνει ὅτι ἡ ἐπίλυσις τοῦ Βερολινείου δὲν εἶναι ἀδύνατος ἐὰν ὑπάρξῃ καλὴ θέλησις ἀπὸ ἀμφοτέρας τὰς πλευράς. Εἰς τὰς διπλωματικὰς πρωτευούσας τῆς Δύσεως ἡ ἀνακοίνωσις ἀναλύεται ἐπισταμένως. xyxy=(1004,368,1187,548)
headline: Η ΡΩΣΙΑ ΔΙΑΘΕΤΕΙ ΥΠΕΡΗΧΗΤΙΚΑ ΑΕΡΟΠΛΑΝΑ ΕΦΩΔΙΑΣΜΕΝΑ ΔΙ' ΑΝΤΙΑΕΡΟΠΟΡΙΚΩΝ ΠΥΡΑΥΛΩΝ ΔΥΝΑΜΕΝΑ ΝΑ ΚΑΤΑΣΤΡΕΨΟΥΝ ΠΑΝΤΑ ΣΤΟΧΟΝ xyxy=(29,970,410,1065)
article-adedy xyxy=(26,355,413,651)
main-headline: Η ΜΟΣΧΑ ΠΡΟΤΕΙΝΕΙ ΕΙΣ ΤΗΝ ΒΟΝΝΗΝ ΤΗΝ ΔΙ' ΑΠ' ΕΥΘΕΙΑΣ ΣΥΝΟΜΙΛΙΩΝ ΔΙΕΥΘΕΤΗΣΙΝ ΤΩΝ ΔΙΑΦΟΡΩΝ ΤΩΝ ΕΠΙΔΙΩΚΕΙ ΔΗΜΙΟΥΡΓΙΑΝ ΧΑΣΜΑΤΟΣ xyxy=(621,48,1187,220)
subheadline: εἰς τὸν διορισμὸν Ἀλβανοῦ πρεσβευτοῦ xyxy=(1241,168,1521,185)
headline: ΕΙΣ ΤΑ ΑΡΧΕΙΑ ΤΗΣ ΚΥΒΕΡΝΗΣΕΩΣ ΤΟΥ ΚΑΝΑΔΑ ΔΕΝ ΑΝΕΥΡΕΘΗ ΑΥΘΕΝΤΙΚΟΝ ΑΝΤΙΓΡΑΦΟΝ ΠΕΡΙ ΤΗΣ ΣΥΣΤΑΣΕΩΣ ΤΗΣ ΟΜΟΣΠΟΝΔΙΑΣ xyxy=(1199,504,1564,545)
article-body: ΑΘΗΝΑΙ, 5.— Συνεχίζεται ἡ προεργασία διὰ τὴν ἵδρυσιν τοῦ ἐργοστασίου φωσφορικῶν λιπασμάτων. xyxy=(427,743,608,774)
section-subhead: ΑΠΑΓΟΡΕΥΣΙΣ xyxy=(1011,1264,1086,1275)
article-ulbricht xyxy=(621,577,1187,898)
article-body: ΑΘΗΝΑΙ, 5.— Ἡ Ἀνωτάτη Διοίκησις Ἑνώσεων Δημοσίων Ὑπαλλήλων ἐξέδωσε χθὲς ἀνακοίνωσιν, διὰ τῆς ὁποίας ἀπαντᾷ εἰς τοὺς ἰσχυρισμοὺς τῆς κυβερνήσεως περὶ σημαντικῆς αὐξήσεως τῶν ἀποδοχῶν. Ὑποστηρίζει ὅτι οὐδενὸς ὑπαλλήλου αἱ ἀποδοχαὶ ηὐξήθησαν οὐσιαστικῶς ἄνω τοῦ 20%, ἐνῷ τὸ κόστος ζωῆς ἀνῆλθε σημαντικῶς. Ἡ ΑΔΕΔΥ ζητεῖ τὴν ἄμεσον ἐφαρμογὴν νέου μισθολογίου καὶ τὴν καταβολὴν ἐπιδόματος ἀκριβείας εἰς ὅλους τοὺς δημοσίους ὑπαλλήλους ἀνεξαρτήτως βαθμοῦ. xyxy=(26,434,413,495)
article-body: ΜΟΣΧΑ, 5. (Ἀσοσ. Πρές).— Ἡ Σοβιετικὴ Ἕνωσις διαθέτει ὑπερηχητικὰ ἀεροπλάνα ἐφοδιασμένα διὰ πυραύλων, δυνάμενα νὰ καταστρέψουν οἱονδήποτε στόχον εἰς τὸν ἀέρα, ἐδήλωσεν ὁ ἀρχηγὸς τῆς σοβιετικῆς ἀεροπορίας. xyxy=(26,1070,413,1099)
section-subhead: ΥΠΟΥΡΓΙΚΟΝ ΣΥΜΒΟΥΛΙΟΝ xyxy=(1022,1068,1169,1079)
article-body: ΜΟΣΧΑ, 5. (Ἀσοσ. Πρές).— Ἡ ἐφημερὶς «Πράβδα» κατακρίνει σήμερον τὴν ἀμερικανικὴν πολιτικὴν εἰς τὸν τομέα τοῦ ἐμπορίου. xyxy=(427,549,608,589)
subheadline: Πρόκειται, ὑποστηρίζει, περὶ ἐπιθέσεως ἐναντίον τῆς πολιτικῆς ὑπὲρ τῆς εἰρήνης xyxy=(636,1331,882,1380)
headline: ΟΥΔΕΝΟΣ ΔΗΜΟΣΙΟΥ ΥΠΑΛΛΗΛΟΥ ΑΙ ΑΠΟΔΟΧΑΙ ΗΥΞΗΘΗΣΑΝ ΟΥΣΙΑΣΤΙΚΩΣ ΑΝΩ ΤΟΥ 20% ΑΠΑΝΤΑ Η Α.Δ.Ε.Δ.Υ. ΠΡΟΣ ΤΗΝ ΚΥΒΕΡΝΗΣΙΝ xyxy=(36,353,403,430)
article-body: ΑΘΗΝΑΙ, 5.— Ἡ ἁρμοδία ὑπηρεσία προχωρεῖ εἰς τὴν ἀναθεώρησιν τοῦ ἀγρονομικοῦ κώδικος. xyxy=(427,1079,608,1108)
article-body: ΜΟΣΧΑ, 5. (Ρώυτερ).— Ἡ ἐφημερὶς τοῦ Λένινγκραντ ἀναφέρει τὴν σύλληψιν μελῶν τῆς κοινότητος τῶν βαπτιστῶν. xyxy=(1197,634,1509,654)
article-body: ΝΕΑ ΥΟΡΚΗ, 5. (Ρώυτερ).— Ὁ Ἀνατολικογερμανὸς ἡγέτης κ. Οὔλμπριχτ ἐδήλωσεν ὅτι ἀναμένει ἐντὸς τοῦ 1962 διακανονισμὸν τοῦ προβλήματος τοῦ Δυτικοῦ Βερολίνου διὰ διαπραγματεύσεων μεταξὺ Ἀνατολῆς καὶ Δύσεως. Ἐξέφρασε τὴν ἐλπίδα ὅτι αἱ Δυτικαὶ δυνάμεις θὰ ἀναγνωρίσουν τὴν πραγματικότητα τῆς ὑπάρξεως δύο γερμανικῶν κρατῶν. Ὁ κ. Οὔλμπριχτ ἐτόνισεν ὅτι ἡ ὑπογραφὴ συνθήκης εἰρήνης μετὰ τῆς Ἀνατολικῆς Γερμανίας εἶναι ἀναπόφευκτος. xyxy=(621,678,803,789)
divider xyxy=(427,693,608,695)
article-columns xyxy=(621,679,1187,898)
article-body: ΑΘΗΝΑΙ, 5.— Ἡ Ἀνωτάτη Διοίκησις Ἑνώσεων Δημοσίων Ὑπαλλήλων ἐξέδωσε χθὲς ἀνακοίνωσιν, διὰ τῆς ὁποίας ἀπαντᾷ εἰς τοὺς ἰσχυρισμοὺς τῆς κυβερνήσεως περὶ σημαντικῆς αὐξήσεως τῶν ἀποδοχῶν. Ὑποστηρίζει ὅτι οὐδενὸς ὑπαλλήλου αἱ ἀποδοχαὶ ηὐξήθησαν οὐσιαστικῶς ἄνω τοῦ 20%, ἐνῷ τὸ κόστος ζωῆς ἀνῆλθε σημαντικῶς. Ἡ ΑΔΕΔΥ ζητεῖ τὴν ἄμεσον ἐφαρμογὴν νέου μισθολογίου καὶ τὴν καταβολὴν ἐπιδόματος ἀκριβείας εἰς ὅλους τοὺς δημοσίους ὑπαλλήλους ἀνεξαρτήτως βαθμοῦ. xyxy=(26,590,413,651)
article-body: ΒΟΝΝΗ, 5. (Ρώυτερ).— Μὲ πᾶσαν ἐπισημότητα ἑωρτάσθη ἡ 86η ἐπέτειος τῶν γενεθλίων τοῦ Δυτικογερμανοῦ καγκελλαρίου κ. Ἀντενάουερ, ὁ ὁποῖος ἐδέχθη τὰ συγχαρητήρια τῶν μελῶν τῆς κυβερνήσεως. xyxy=(1197,373,1566,404)
article-russia-planes xyxy=(26,971,413,1100)
column-1 xyxy=(26,48,413,2316)
section-subhead: ΕΝΤΡΕ ΜΑΡΤΟΝ xyxy=(861,405,946,416)
section-subhead: ΜΥΣΤΙΚΗ ΣΥΝΑΝΤΗΣΙΣ xyxy=(843,1146,964,1157)
article-fertilizer xyxy=(427,705,608,774)
